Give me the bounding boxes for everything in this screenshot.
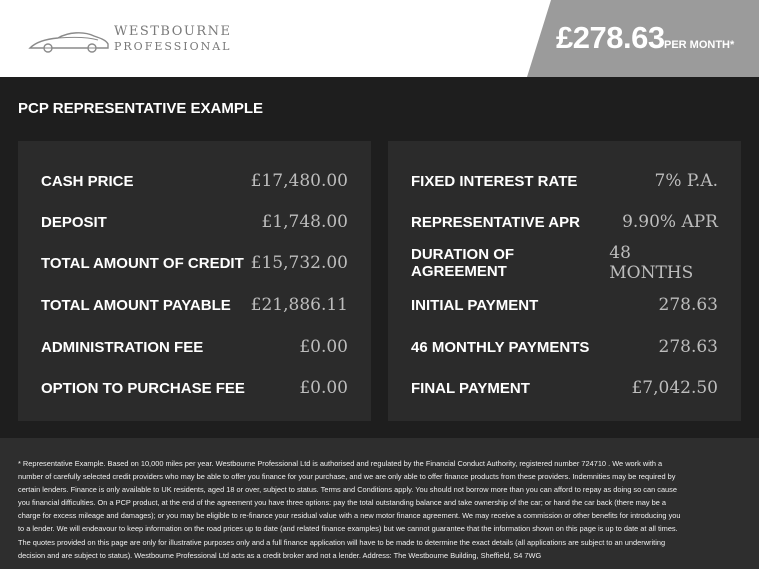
finance-row <box>41 376 348 400</box>
finance-row-label: TOTAL AMOUNT PAYABLE <box>41 296 231 314</box>
finance-panel-right <box>388 141 741 421</box>
finance-row <box>41 169 348 193</box>
finance-row <box>411 169 718 193</box>
finance-row-label: TOTAL AMOUNT OF CREDIT <box>41 254 244 272</box>
finance-row <box>41 251 348 275</box>
finance-row <box>41 210 348 234</box>
finance-panel-left <box>18 141 371 421</box>
car-silhouette-icon <box>28 28 110 54</box>
finance-row-label: CASH PRICE <box>41 172 134 190</box>
finance-row-label: FINAL PAYMENT <box>411 379 530 397</box>
finance-row <box>41 335 348 359</box>
finance-row-label: REPRESENTATIVE APR <box>411 213 580 231</box>
finance-row-value: 48 MONTHS <box>609 243 694 283</box>
finance-row-label: DEPOSIT <box>41 213 107 231</box>
disclaimer-text: * Representative Example. Based on 10,000 miles per year. Westbourne Professional Ltd is authorised and regulated by the Financial Conduct Authority, registered number 724710 . We work with a number of carefully selected credit providers who may be able to offer you finance for your purchase, and we are only able to offer finance products from these providers. Indemnities may be required by certain lenders. Finance is only available to UK residents, aged 18 or over, subject to status. Terms and Conditions apply. You should not borrow more than you can afford to repay as doing so can cause you financial difficulties. On a PCP product, at the end of the agreement you have three options: pay the total outstanding balance and take ownership of the car; or hand the car back (there may be a charge for excess mileage and damages); or you may be eligible to re-finance your residual value with a new motor finance agreement. We may receive a commission or other benefits for introducing you to a lender. We will endeavour to keep information on the road prices up to date (and related finance examples) but we cannot guarantee that the information shown on this page is up to date at all times. The quotes provided on this page are only for illustrative purposes only and a full finance application will have to be made to determine the exact details (all applications are subject to an underwriting decision and are subject to status). Westbourne Professional Ltd acts as a credit broker and not a lender. Address: The Westbourne Building, Sheffield, S4 7WG <box>18 459 681 560</box>
finance-row <box>41 293 348 317</box>
finance-row-value: £0.00 <box>299 378 348 398</box>
finance-row-value: £7,042.50 <box>631 378 718 398</box>
finance-row <box>411 376 718 400</box>
brand-logo[interactable] <box>28 22 232 62</box>
finance-row-value: £1,748.00 <box>261 212 348 232</box>
finance-row-value: 9.90% APR <box>622 212 718 232</box>
brand-name-line2: PROFESSIONAL <box>114 40 232 53</box>
finance-row-value: £15,732.00 <box>250 253 348 273</box>
finance-row-label: OPTION TO PURCHASE FEE <box>41 379 245 397</box>
finance-row-value: 278.63 <box>658 337 718 357</box>
brand-name-line1: WESTBOURNE <box>114 24 232 39</box>
disclaimer-footer <box>0 438 759 569</box>
finance-row-value: 278.63 <box>658 295 718 315</box>
finance-row-label: DURATION OF AGREEMENT <box>411 246 515 280</box>
finance-row-label: FIXED INTEREST RATE <box>411 172 578 190</box>
finance-row-value: 7% P.A. <box>654 171 718 191</box>
finance-row-label: 46 MONTHLY PAYMENTS <box>411 338 590 356</box>
finance-row-value: £21,886.11 <box>250 295 348 315</box>
finance-row <box>411 243 718 283</box>
finance-row-value: £0.00 <box>299 337 348 357</box>
brand-name <box>114 24 232 54</box>
finance-row <box>411 210 718 234</box>
finance-row <box>411 335 718 359</box>
finance-row-label: INITIAL PAYMENT <box>411 296 539 314</box>
monthly-price-amount: £278.63 <box>556 20 665 55</box>
finance-row <box>411 293 718 317</box>
finance-row-value: £17,480.00 <box>250 171 348 191</box>
section-title: PCP REPRESENTATIVE EXAMPLE <box>18 100 264 117</box>
monthly-price-suffix: PER MONTH* <box>664 39 735 51</box>
finance-row-label: ADMINISTRATION FEE <box>41 338 204 356</box>
